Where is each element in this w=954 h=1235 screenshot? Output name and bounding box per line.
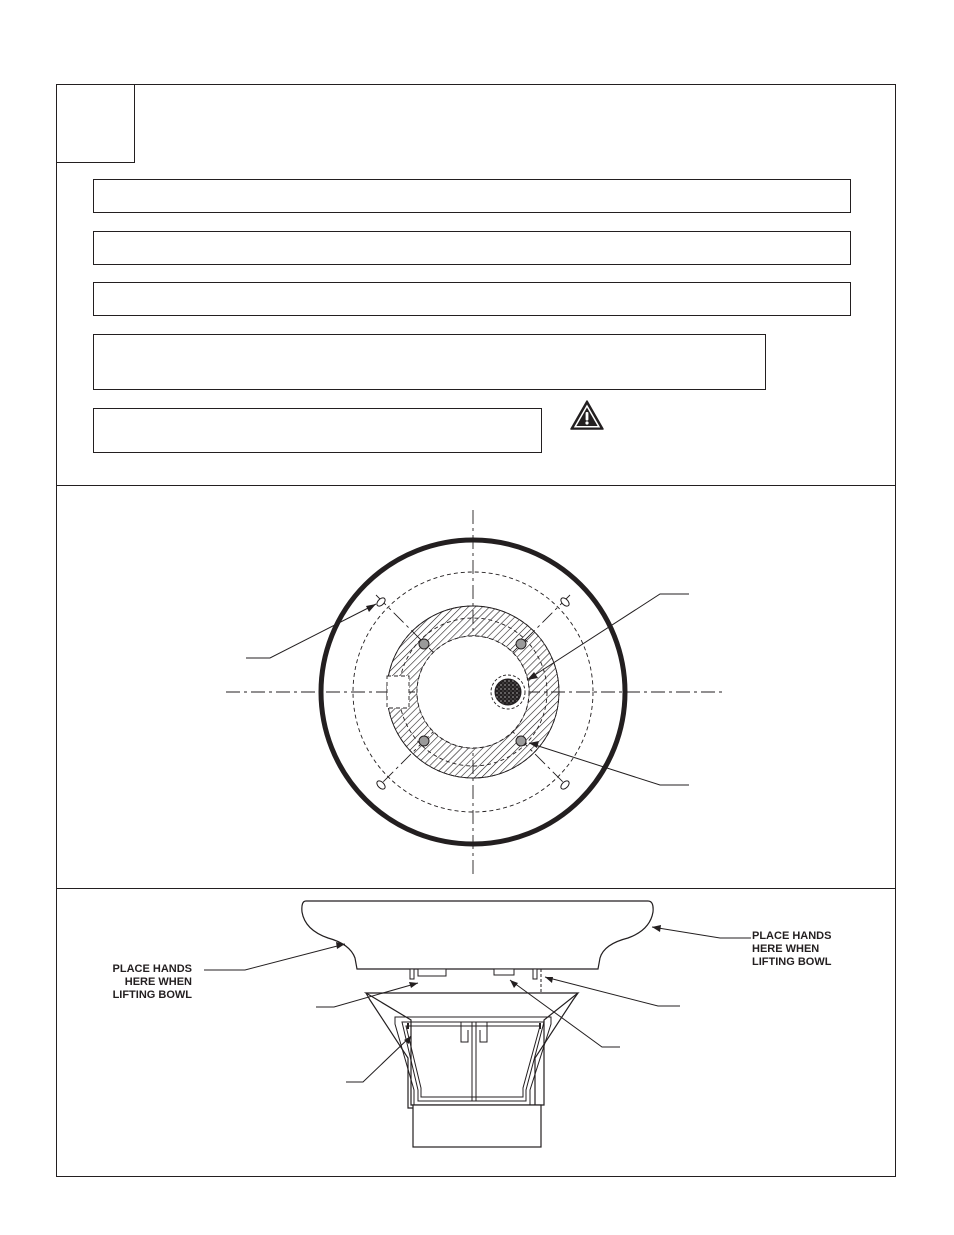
lifting-label-right-line-2: HERE WHEN bbox=[752, 943, 820, 955]
lifting-label-right bbox=[752, 930, 852, 969]
bowl-fittings bbox=[410, 969, 541, 993]
lifting-label-right-line-1: PLACE HANDS bbox=[752, 930, 832, 942]
lifting-label-right-line-3: LIFTING BOWL bbox=[752, 956, 832, 968]
lifting-label-left-line-1: PLACE HANDS bbox=[112, 963, 192, 975]
lifting-label-left-line-2: HERE WHEN bbox=[124, 976, 192, 988]
bowl-side bbox=[302, 901, 653, 969]
lifting-label-left bbox=[100, 963, 192, 1002]
lifting-label-left-line-3: LIFTING BOWL bbox=[112, 989, 192, 1001]
pedestal-base bbox=[413, 1105, 541, 1147]
